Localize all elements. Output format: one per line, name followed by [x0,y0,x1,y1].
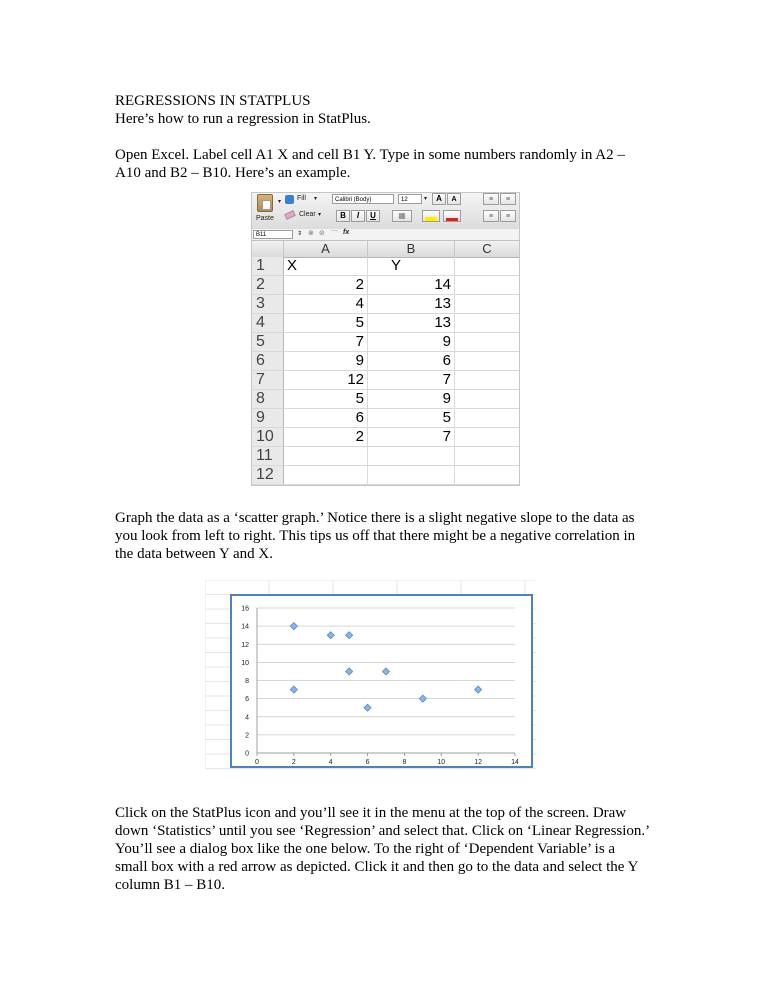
document-heading-block [115,92,670,128]
align-icon: ≡ [505,213,511,220]
row-number[interactable]: 12 [252,466,284,484]
shrink-font-button[interactable] [447,193,461,205]
column-header-b[interactable]: B [368,241,455,257]
x-tick-label: 6 [365,759,370,766]
paragraph-line: column B1 – B10. [115,877,226,893]
font-size-select[interactable]: 12 [398,194,422,204]
cell-a10[interactable]: 2 [284,428,368,446]
y-tick-label: 0 [245,750,249,758]
font-color-icon [446,218,458,221]
paragraph-line: Graph the data as a ‘scatter graph.’ Notice there is a slight negative slope to the data as [115,510,635,526]
document-title: REGRESSIONS IN STATPLUS [115,93,311,109]
y-tick-label: 4 [245,714,249,722]
fill-color-button[interactable] [422,210,440,222]
cancel-icon[interactable]: ⊗ [308,230,314,237]
align-left-top-button[interactable] [483,193,499,205]
align-left-button[interactable] [483,210,499,222]
clear-label: Clear [299,211,316,218]
grow-font-label: A [436,194,442,203]
y-tick-label: 14 [241,623,249,631]
grow-font-button[interactable] [432,193,446,205]
x-tick-label: 8 [402,759,407,766]
sheet-row [252,447,519,466]
sheet-row [252,409,519,428]
row-number[interactable]: 9 [252,409,284,427]
cell-b5[interactable]: 9 [368,333,455,351]
borders-icon: ▦ [398,211,406,220]
cell-a9[interactable]: 6 [284,409,368,427]
x-tick-label: 10 [437,759,446,766]
sheet-row [252,295,519,314]
paragraph-line: down ‘Statistics’ until you see ‘Regression’ and select that. Click on ‘Linear Regression.’ [115,823,651,839]
cell-a8[interactable]: 5 [284,390,368,408]
sheet-row [252,371,519,390]
row-number[interactable]: 2 [252,276,284,294]
x-tick-label: 2 [291,759,296,766]
clear-button[interactable] [285,210,325,222]
sheet-row [252,257,519,276]
fill-dropdown-icon: ▾ [314,196,318,202]
cell-b6[interactable]: 6 [368,352,455,370]
chart-frame [231,595,532,767]
formula-bar [252,229,519,241]
align-icon: ≡ [488,196,494,203]
x-tick-label: 14 [511,759,519,766]
italic-button[interactable]: I [351,210,365,222]
excel-screenshot [251,192,520,486]
name-box-stepper-icon[interactable]: ⇕ [297,231,303,237]
paragraph-line: Click on the StatPlus icon and you’ll see it in the menu at the top of the screen. Draw [115,805,627,821]
sheet-row [252,390,519,409]
row-number[interactable]: 10 [252,428,284,446]
cell-a7[interactable]: 12 [284,371,368,389]
bold-button[interactable]: B [336,210,350,222]
y-tick-label: 6 [245,696,249,704]
y-tick-label: 10 [241,659,249,667]
column-header-c[interactable]: C [482,241,492,256]
cell-b4[interactable]: 13 [368,314,455,332]
align-right-top-button[interactable] [500,193,516,205]
fill-color-icon [425,217,437,221]
align-center-button[interactable] [500,210,516,222]
x-tick-label: 12 [474,759,483,766]
eraser-icon [284,210,296,220]
select-all-corner[interactable] [252,241,284,257]
font-name-select[interactable]: Calibri (Body) [332,194,394,204]
cell-a1[interactable]: X [284,257,368,275]
fill-icon [285,195,294,204]
cell-a11[interactable] [284,447,368,465]
cell-b2[interactable]: 14 [368,276,455,294]
column-header-row [252,241,519,258]
paragraph-line: You’ll see a dialog box like the one below. To the right of ‘Dependent Variable’ is a [115,841,616,857]
cell-b8[interactable]: 9 [368,390,455,408]
x-tick-label: 4 [328,759,333,766]
column-header-a[interactable]: A [284,241,368,257]
y-tick-label: 16 [241,605,249,613]
x-tick-label: 0 [255,759,259,766]
paragraph-line: small box with a red arrow as depicted. Click it and then go to the data and select the Y [115,859,639,875]
align-icon: ≡ [488,213,494,220]
fill-button[interactable] [285,194,321,206]
sheet-grid [252,257,519,485]
row-number[interactable]: 5 [252,333,284,351]
cell-a2[interactable]: 2 [284,276,368,294]
scatter-chart [205,580,536,770]
row-number[interactable]: 4 [252,314,284,332]
row-number[interactable]: 6 [252,352,284,370]
paragraph-line: you look from left to right. This tips us off that there might be a negative correlation in [115,528,636,544]
paragraph-line: the data between Y and X. [115,546,273,562]
align-icon: ≡ [505,196,511,203]
row-number[interactable]: 11 [252,447,284,465]
cell-b7[interactable]: 7 [368,371,455,389]
confirm-icon[interactable]: ⊘ [319,230,325,237]
function-icon[interactable]: ⌒ [331,231,338,238]
row-number[interactable]: 1 [252,257,284,275]
shrink-font-label: A [451,196,457,203]
paragraph-statplus-instructions [115,804,670,894]
name-box[interactable]: B11 [253,230,293,239]
cell-a3[interactable]: 4 [284,295,368,313]
paragraph-scatter-graph [115,509,670,563]
paragraph-line: A10 and B2 – B10. Here’s an example. [115,165,351,181]
document-intro: Here’s how to run a regression in StatPlus. [115,111,371,127]
sheet-row [252,333,519,352]
underline-button[interactable]: U [366,210,380,222]
row-number[interactable]: 3 [252,295,284,313]
y-tick-label: 12 [241,641,249,649]
cell-b3[interactable]: 13 [368,295,455,313]
fill-label: Fill [297,195,306,202]
cell-b10[interactable]: 7 [368,428,455,446]
sheet-row [252,314,519,333]
excel-ribbon [252,193,519,230]
cell-a5[interactable]: 7 [284,333,368,351]
paragraph-line: Open Excel. Label cell A1 X and cell B1 Y. Type in some numbers randomly in A2 – [115,147,625,163]
paste-label: Paste [256,215,274,222]
borders-button[interactable] [392,210,412,222]
paste-dropdown-icon[interactable]: ▾ [278,199,282,205]
row-number[interactable]: 7 [252,371,284,389]
fx-label[interactable]: fx [343,229,350,236]
cell-b1[interactable]: Y [368,257,455,275]
sheet-row [252,428,519,447]
sheet-row [252,276,519,295]
row-number[interactable]: 8 [252,390,284,408]
cell-a12[interactable] [284,466,368,484]
y-tick-label: 8 [245,678,249,685]
cell-b9[interactable]: 5 [368,409,455,427]
cell-a4[interactable]: 5 [284,314,368,332]
paragraph-open-excel [115,146,670,182]
sheet-row [252,466,519,485]
cell-b11[interactable] [368,447,455,465]
cell-a6[interactable]: 9 [284,352,368,370]
clear-dropdown-icon: ▾ [318,212,322,218]
font-color-button[interactable] [443,210,461,222]
y-tick-label: 2 [245,732,249,740]
font-size-dropdown-icon[interactable]: ▾ [424,196,428,202]
scatter-chart-screenshot [205,580,536,770]
paste-button[interactable] [255,194,277,226]
clipboard-icon [257,194,273,212]
cell-b12[interactable] [368,466,455,484]
sheet-row [252,352,519,371]
